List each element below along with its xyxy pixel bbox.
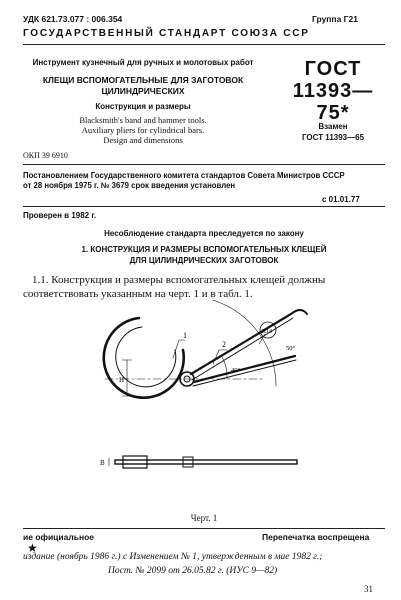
- effective-date: с 01.01.77: [322, 195, 360, 204]
- side-view-hinge: [183, 457, 193, 467]
- law-notice: Несоблюдение стандарта преследуется по закону: [104, 229, 304, 238]
- label-h: H: [119, 376, 125, 384]
- footer-reprint: Перепечатка воспрещена: [262, 532, 370, 542]
- divider-decree: [23, 206, 385, 207]
- page-number: 31: [364, 584, 373, 594]
- checked-note: Проверен в 1982 г.: [23, 211, 97, 220]
- divider-footer: [23, 528, 385, 529]
- section-heading-line2: ДЛЯ ЦИЛИНДРИЧЕСКИХ ЗАГОТОВОК: [129, 256, 279, 265]
- label-angle-large: 50°: [286, 345, 296, 352]
- english-title-line3: Design and dimensions: [103, 135, 183, 145]
- document-title-line2: ЦИЛИНДРИЧЕСКИХ: [101, 86, 185, 96]
- gost-number: 11393—75*: [292, 80, 374, 124]
- pliers-drawing: [95, 300, 325, 512]
- divider-top: [23, 44, 385, 45]
- gost-label: ГОСТ: [304, 58, 362, 80]
- jaw-inner-arc: [116, 327, 176, 387]
- handle-upper-hook: [291, 310, 307, 314]
- paragraph-line1: 1.1. Конструкция и размеры вспомогательных клещей должны: [32, 274, 326, 286]
- section-heading-line1: 1. КОНСТРУКЦИЯ И РАЗМЕРЫ ВСПОМОГАТЕЛЬНЫХ КЛЕЩЕЙ: [81, 245, 327, 254]
- tools-category: Инструмент кузнечный для ручных и молотовых работ: [32, 58, 254, 67]
- edition-note-line1: издание (ноябрь 1986 г.) с Изменением № 1, утвержденным в мае 1982 г.;: [23, 552, 323, 562]
- label-angle-small: 40°: [231, 367, 241, 374]
- star-icon: ★: [27, 541, 38, 555]
- replaces-label: Взамен: [318, 122, 348, 131]
- document-title-line1: КЛЕЩИ ВСПОМОГАТЕЛЬНЫЕ ДЛЯ ЗАГОТОВОК: [42, 75, 244, 85]
- figure-caption: Черт. 1: [190, 513, 218, 523]
- okp-code: ОКП 39 6910: [23, 151, 68, 160]
- replaces-gost: ГОСТ 11393—65: [301, 133, 365, 142]
- label-b: B: [100, 459, 105, 467]
- english-title-line2: Auxiliary pliers for cylindrical bars.: [81, 125, 205, 135]
- side-view-bar: [115, 460, 297, 464]
- edition-note-line2: Пост. № 2099 от 26.05.82 г. (ИУС 9—82): [108, 566, 278, 576]
- group-code: Группа Г21: [312, 14, 358, 24]
- gost-designation: [278, 58, 388, 124]
- english-title-line1: Blacksmith's band and hammer tools.: [79, 115, 207, 125]
- document-subtitle: Конструкция и размеры: [95, 102, 191, 111]
- label-1: 1: [183, 331, 187, 340]
- label-r14: R14: [262, 329, 273, 335]
- label-2: 2: [222, 340, 226, 349]
- paragraph-line2: соответствовать указанным на черт. 1 и в табл. 1.: [23, 288, 253, 300]
- divider-title: [23, 164, 385, 165]
- decree-line1: Постановлением Государственного комитета стандартов Совета Министров СССР: [23, 171, 345, 180]
- handle-upper-edge: [192, 318, 293, 380]
- standard-banner: ГОСУДАРСТВЕННЫЙ СТАНДАРТ СОЮЗА ССР: [23, 28, 310, 39]
- decree-line2: от 28 ноября 1975 г. № 3679 срок введения установлен: [23, 181, 236, 190]
- footer-official: ие официальное: [23, 532, 95, 542]
- side-view-jaw: [123, 456, 147, 468]
- udk-code: УДК 621.73.077 : 006.354: [23, 14, 123, 24]
